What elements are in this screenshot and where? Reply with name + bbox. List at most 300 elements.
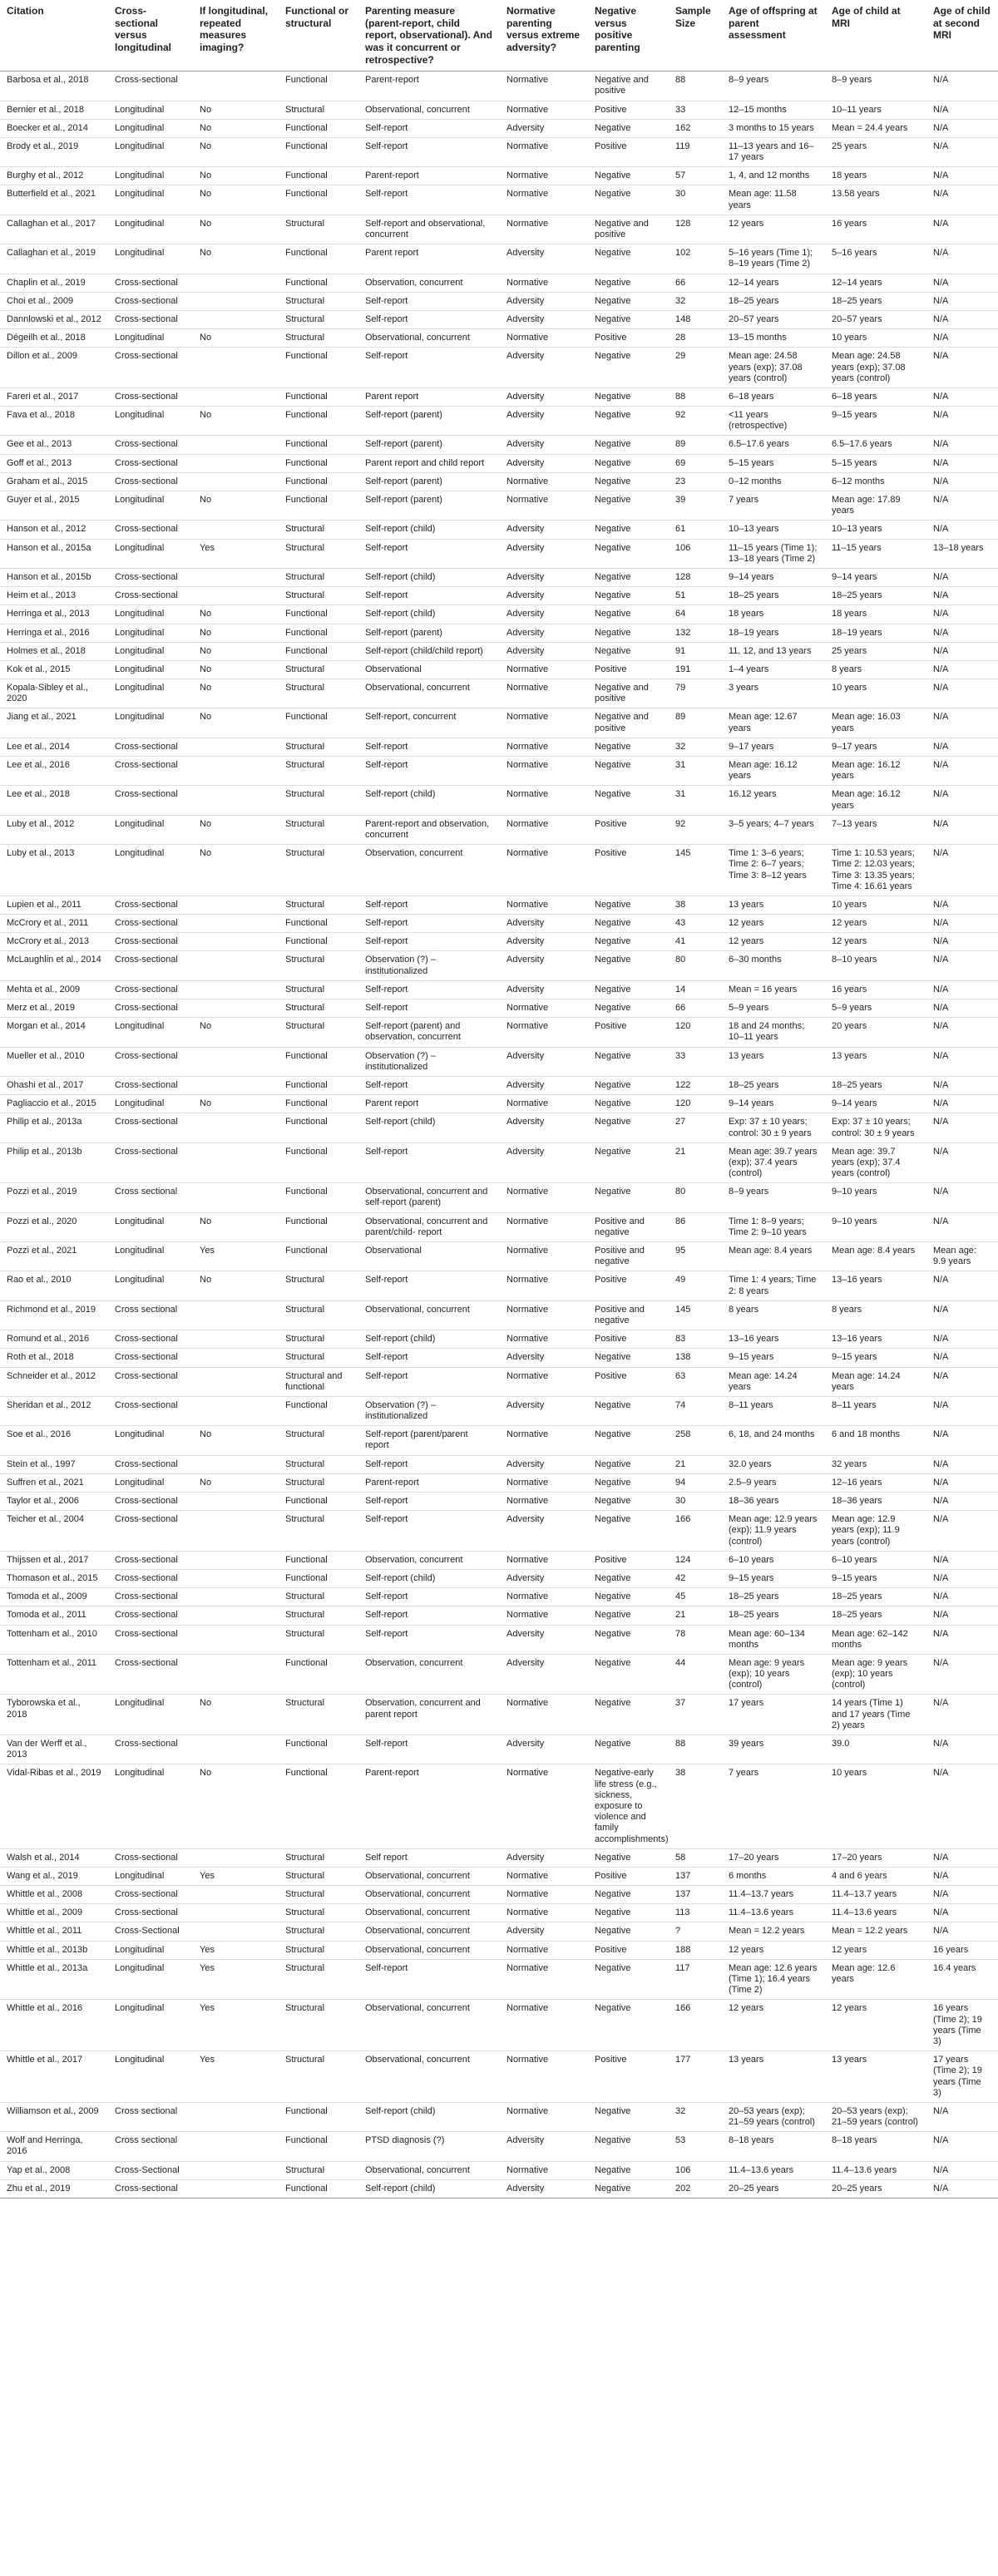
table-row	[0, 72, 998, 101]
table-cell: 5–15 years	[825, 454, 926, 472]
table-cell: Cross-sectional	[108, 1886, 193, 1904]
table-cell: Thomason et al., 2015	[0, 1569, 108, 1587]
table-cell: 11.4–13.7 years	[722, 1886, 825, 1904]
table-cell: 31	[669, 757, 722, 786]
table-cell: Parent-report and observation, concurrent	[358, 815, 500, 844]
table-cell: 39 years	[722, 1735, 825, 1764]
table-cell: 91	[669, 642, 722, 660]
table-cell: Self-report	[358, 1735, 500, 1764]
table-cell: Functional	[279, 454, 358, 472]
table-row	[0, 1396, 998, 1425]
table-cell: 25 years	[825, 642, 926, 660]
table-cell: Mean = 12.2 years	[722, 1922, 825, 1941]
table-row	[0, 2161, 998, 2179]
table-cell: Walsh et al., 2014	[0, 1848, 108, 1867]
table-cell: Callaghan et al., 2019	[0, 244, 108, 274]
table-cell: No	[193, 815, 279, 844]
table-cell: Normative	[500, 845, 588, 896]
table-cell: Whittle et al., 2008	[0, 1886, 108, 1904]
table-cell: 3 years	[722, 679, 825, 708]
table-cell: 6 months	[722, 1867, 825, 1885]
table-row	[0, 1018, 998, 1047]
table-cell: 8 years	[825, 660, 926, 679]
table-cell: Structural	[279, 1941, 358, 1959]
table-cell: 9–14 years	[825, 568, 926, 586]
table-cell: Cross-sectional	[108, 568, 193, 586]
table-cell: N/A	[926, 1426, 998, 1455]
table-cell: Functional	[279, 244, 358, 274]
table-cell: Lupien et al., 2011	[0, 896, 108, 914]
table-row	[0, 2000, 998, 2051]
table-cell: Tomoda et al., 2011	[0, 1606, 108, 1625]
table-cell: 21	[669, 1142, 722, 1183]
table-cell: 10–11 years	[825, 101, 926, 119]
table-cell: Adversity	[500, 1455, 588, 1473]
table-cell: Negative	[588, 521, 669, 539]
table-cell: Observational, concurrent	[358, 329, 500, 348]
table-cell: Observational	[358, 660, 500, 679]
table-cell: Negative	[588, 119, 669, 137]
table-cell: 13 years	[722, 1047, 825, 1076]
table-cell: Normative	[500, 72, 588, 101]
table-cell: 137	[669, 1886, 722, 1904]
table-cell: N/A	[926, 436, 998, 454]
table-cell: Negative	[588, 2000, 669, 2051]
table-cell: Philip et al., 2013a	[0, 1113, 108, 1142]
table-row	[0, 436, 998, 454]
table-cell: N/A	[926, 1735, 998, 1764]
table-cell: N/A	[926, 292, 998, 310]
table-cell: Normative	[500, 1588, 588, 1606]
table-cell: N/A	[926, 1606, 998, 1625]
table-cell: Cross-sectional	[108, 786, 193, 815]
table-cell: Self-report (child)	[358, 568, 500, 586]
table-cell: 119	[669, 137, 722, 166]
table-row	[0, 568, 998, 586]
table-cell: Barbosa et al., 2018	[0, 72, 108, 101]
table-cell: Whittle et al., 2013b	[0, 1941, 108, 1959]
table-cell: N/A	[926, 1271, 998, 1300]
table-cell: 18–25 years	[722, 587, 825, 605]
table-cell	[193, 1142, 279, 1183]
table-cell: Negative	[588, 2132, 669, 2161]
table-cell: 12–15 months	[722, 101, 825, 119]
table-cell: Yap et al., 2008	[0, 2161, 108, 2179]
table-cell: Mean age: 8.4 years	[722, 1242, 825, 1271]
table-cell: 9–17 years	[825, 738, 926, 756]
table-cell: Positive	[588, 1867, 669, 1885]
table-cell: Functional	[279, 915, 358, 933]
table-cell: Kok et al., 2015	[0, 660, 108, 679]
table-cell: Van der Werff et al., 2013	[0, 1735, 108, 1764]
table-cell: 66	[669, 274, 722, 292]
table-row	[0, 915, 998, 933]
table-cell: Positive	[588, 1018, 669, 1047]
table-cell: 89	[669, 708, 722, 738]
table-cell: 49	[669, 1271, 722, 1300]
table-cell: Structural	[279, 1922, 358, 1941]
table-cell: Negative	[588, 244, 669, 274]
table-cell: 51	[669, 587, 722, 605]
table-cell: Structural	[279, 587, 358, 605]
table-row	[0, 605, 998, 624]
table-cell: Adversity	[500, 642, 588, 660]
table-cell: Structural	[279, 1959, 358, 2000]
table-cell: Pozzi et al., 2019	[0, 1183, 108, 1212]
table-cell: Mean age: 16.12 years	[722, 757, 825, 786]
table-cell: Adversity	[500, 348, 588, 388]
table-cell: Mean age: 16.12 years	[825, 757, 926, 786]
table-cell: Structural	[279, 896, 358, 914]
table-cell: Teicher et al., 2004	[0, 1511, 108, 1552]
table-row	[0, 980, 998, 999]
table-cell: 20–57 years	[825, 310, 926, 328]
table-cell: 137	[669, 1867, 722, 1885]
table-cell: Adversity	[500, 2179, 588, 2198]
table-cell: Positive	[588, 1367, 669, 1396]
table-cell: 78	[669, 1625, 722, 1654]
table-cell: N/A	[926, 980, 998, 999]
table-cell: Functional	[279, 2179, 358, 2198]
table-cell: Cross-sectional	[108, 521, 193, 539]
table-cell: 9–10 years	[825, 1212, 926, 1241]
table-cell: Parent-report	[358, 1473, 500, 1492]
table-cell	[193, 72, 279, 101]
table-cell: Positive	[588, 1271, 669, 1300]
table-cell: N/A	[926, 101, 998, 119]
table-cell: 12 years	[722, 933, 825, 951]
table-cell: Negative	[588, 1426, 669, 1455]
table-cell: Structural	[279, 310, 358, 328]
table-row	[0, 2051, 998, 2103]
table-cell: Negative	[588, 1183, 669, 1212]
table-cell: Normative	[500, 137, 588, 166]
table-cell: Negative	[588, 436, 669, 454]
table-cell: N/A	[926, 407, 998, 436]
table-cell: 11–13 years and 16–17 years	[722, 137, 825, 166]
table-cell	[193, 1588, 279, 1606]
table-cell: 9–15 years	[825, 1569, 926, 1587]
table-cell: 32 years	[825, 1455, 926, 1473]
table-cell: N/A	[926, 1349, 998, 1367]
table-cell	[193, 1654, 279, 1695]
table-cell: Observation, concurrent	[358, 1654, 500, 1695]
table-cell: 12 years	[722, 915, 825, 933]
table-cell: N/A	[926, 491, 998, 521]
table-row	[0, 1569, 998, 1587]
table-cell: Negative	[588, 1455, 669, 1473]
table-cell: 9–14 years	[722, 568, 825, 586]
table-cell: 18–36 years	[722, 1493, 825, 1511]
table-cell: 89	[669, 436, 722, 454]
table-cell: Soe et al., 2016	[0, 1426, 108, 1455]
table-cell: 6–30 months	[722, 951, 825, 980]
table-cell: 6–18 years	[722, 387, 825, 406]
table-row	[0, 1922, 998, 1941]
table-cell: 166	[669, 2000, 722, 2051]
table-cell	[193, 1493, 279, 1511]
table-cell: 6–10 years	[722, 1551, 825, 1569]
table-cell: N/A	[926, 1095, 998, 1113]
table-cell: Tottenham et al., 2010	[0, 1625, 108, 1654]
table-cell: N/A	[926, 1695, 998, 1735]
table-cell: N/A	[926, 1493, 998, 1511]
table-cell: Cross-sectional	[108, 1588, 193, 1606]
table-cell: Adversity	[500, 1511, 588, 1552]
table-cell: 66	[669, 999, 722, 1018]
table-cell: Structural	[279, 660, 358, 679]
table-cell: Mean age: 12.9 years (exp); 11.9 years (control)	[825, 1511, 926, 1552]
table-cell: Longitudinal	[108, 2000, 193, 2051]
table-cell: Negative	[588, 1922, 669, 1941]
table-cell: Adversity	[500, 568, 588, 586]
table-cell: Longitudinal	[108, 1695, 193, 1735]
table-cell: Positive	[588, 329, 669, 348]
table-cell: N/A	[926, 1625, 998, 1654]
table-cell: Self-report (parent/parent report	[358, 1426, 500, 1455]
table-cell: 12 years	[722, 1941, 825, 1959]
table-cell: Negative	[588, 1654, 669, 1695]
table-cell: Longitudinal	[108, 679, 193, 708]
table-cell: N/A	[926, 1511, 998, 1552]
table-cell: 20 years	[825, 1018, 926, 1047]
table-cell: 37	[669, 1695, 722, 1735]
table-cell: Hanson et al., 2015a	[0, 539, 108, 568]
table-cell: Functional	[279, 1076, 358, 1094]
table-cell: 92	[669, 815, 722, 844]
table-cell: 30	[669, 185, 722, 215]
table-cell: Adversity	[500, 454, 588, 472]
table-row	[0, 1695, 998, 1735]
table-cell: N/A	[926, 708, 998, 738]
table-cell: Negative	[588, 1349, 669, 1367]
table-row	[0, 757, 998, 786]
table-cell: Adversity	[500, 1569, 588, 1587]
table-row	[0, 292, 998, 310]
table-cell: Adversity	[500, 1848, 588, 1867]
table-cell: Structural and functional	[279, 1367, 358, 1396]
table-cell: 12 years	[722, 2000, 825, 2051]
table-cell: Normative	[500, 660, 588, 679]
table-cell: Yes	[193, 1242, 279, 1271]
table-cell: N/A	[926, 2179, 998, 2198]
table-cell: N/A	[926, 757, 998, 786]
table-cell: No	[193, 845, 279, 896]
table-cell: Positive	[588, 1551, 669, 1569]
table-cell: Negative	[588, 407, 669, 436]
table-cell: Functional	[279, 1493, 358, 1511]
table-cell: Structural	[279, 1606, 358, 1625]
table-cell: 145	[669, 1300, 722, 1330]
table-row	[0, 1473, 998, 1492]
table-cell: Observational, concurrent	[358, 1886, 500, 1904]
table-cell: 6.5–17.6 years	[825, 436, 926, 454]
table-row	[0, 1886, 998, 1904]
column-header: Parenting measure (parent-report, child report, observational). And was it concurrent or retrospective?	[358, 0, 500, 72]
table-cell: Cross-Sectional	[108, 2161, 193, 2179]
table-cell: Negative	[588, 1959, 669, 2000]
table-cell: 9–14 years	[722, 1095, 825, 1113]
table-cell: Gee et al., 2013	[0, 436, 108, 454]
table-cell: N/A	[926, 1886, 998, 1904]
table-cell	[193, 436, 279, 454]
table-cell: 44	[669, 1654, 722, 1695]
table-cell: Cross-sectional	[108, 1904, 193, 1922]
table-cell	[193, 387, 279, 406]
table-cell: Self-report	[358, 185, 500, 215]
table-cell: Cross-sectional	[108, 915, 193, 933]
table-cell: 20–57 years	[722, 310, 825, 328]
table-cell: Negative	[588, 454, 669, 472]
table-row	[0, 1904, 998, 1922]
table-cell: Self-report (child)	[358, 1113, 500, 1142]
table-cell: Structural	[279, 1330, 358, 1349]
table-cell: Positive and negative	[588, 1300, 669, 1330]
table-cell: Adversity	[500, 521, 588, 539]
table-row	[0, 348, 998, 388]
table-cell: Observation, concurrent	[358, 274, 500, 292]
table-cell: Negative	[588, 1886, 669, 1904]
table-cell: Observational, concurrent	[358, 2161, 500, 2179]
table-cell: 7 years	[722, 491, 825, 521]
table-cell: Negative	[588, 1511, 669, 1552]
table-row	[0, 472, 998, 491]
table-cell: 6–10 years	[825, 1551, 926, 1569]
table-cell: Mean age: 39.7 years (exp); 37.4 years (control)	[722, 1142, 825, 1183]
table-cell: Functional	[279, 274, 358, 292]
table-cell	[193, 1904, 279, 1922]
table-body	[0, 72, 998, 2198]
column-header: Negative versus positive parenting	[588, 0, 669, 72]
table-cell: Adversity	[500, 244, 588, 274]
table-cell: Structural	[279, 1349, 358, 1367]
table-cell: N/A	[926, 951, 998, 980]
table-cell: Self-report	[358, 1349, 500, 1367]
table-cell: Structural	[279, 521, 358, 539]
table-cell: Structural	[279, 2161, 358, 2179]
table-cell: 11–15 years	[825, 539, 926, 568]
table-row	[0, 1764, 998, 1848]
table-cell: Cross-sectional	[108, 472, 193, 491]
table-cell: Normative	[500, 1764, 588, 1848]
table-cell: 11, 12, and 13 years	[722, 642, 825, 660]
table-cell: Normative	[500, 1695, 588, 1735]
table-cell	[193, 1606, 279, 1625]
table-cell: 106	[669, 2161, 722, 2179]
table-cell: N/A	[926, 2102, 998, 2131]
table-cell: Negative	[588, 185, 669, 215]
table-cell: Bernier et al., 2018	[0, 101, 108, 119]
table-cell: 1–4 years	[722, 660, 825, 679]
table-row	[0, 660, 998, 679]
table-row	[0, 1941, 998, 1959]
table-cell: 120	[669, 1018, 722, 1047]
table-cell	[193, 1367, 279, 1396]
table-cell: N/A	[926, 387, 998, 406]
table-cell: Negative	[588, 1904, 669, 1922]
table-cell: Normative	[500, 815, 588, 844]
table-cell: 166	[669, 1511, 722, 1552]
table-row	[0, 933, 998, 951]
table-cell: Negative and positive	[588, 72, 669, 101]
table-cell	[193, 933, 279, 951]
table-cell	[193, 1455, 279, 1473]
table-cell: Mean age: 12.6 years	[825, 1959, 926, 2000]
table-cell	[193, 1551, 279, 1569]
table-cell: Zhu et al., 2019	[0, 2179, 108, 2198]
table-cell: 79	[669, 679, 722, 708]
table-cell: Kopala-Sibley et al., 2020	[0, 679, 108, 708]
table-cell: Structural	[279, 1904, 358, 1922]
table-cell: Choi et al., 2009	[0, 292, 108, 310]
table-cell: N/A	[926, 1330, 998, 1349]
table-row	[0, 274, 998, 292]
table-cell: Structural	[279, 757, 358, 786]
table-cell	[193, 2102, 279, 2131]
table-cell: Merz et al., 2019	[0, 999, 108, 1018]
table-cell: No	[193, 1426, 279, 1455]
table-cell: Adversity	[500, 1625, 588, 1654]
table-row	[0, 1330, 998, 1349]
table-cell: Functional	[279, 1095, 358, 1113]
table-cell: Self-report (parent)	[358, 624, 500, 642]
table-cell: Normative	[500, 786, 588, 815]
table-row	[0, 951, 998, 980]
table-cell	[193, 274, 279, 292]
table-cell: 18–25 years	[825, 1076, 926, 1094]
table-cell: Self-report	[358, 1606, 500, 1625]
table-cell: Negative	[588, 738, 669, 756]
table-cell: Functional	[279, 2102, 358, 2131]
table-cell: 13 years	[825, 1047, 926, 1076]
table-cell: Normative	[500, 1271, 588, 1300]
table-cell: N/A	[926, 1142, 998, 1183]
table-cell: Observational, concurrent	[358, 2000, 500, 2051]
table-row	[0, 2132, 998, 2161]
table-cell: 5–9 years	[722, 999, 825, 1018]
table-cell: Normative	[500, 1886, 588, 1904]
table-cell: 64	[669, 605, 722, 624]
table-cell: 63	[669, 1367, 722, 1396]
table-row	[0, 1076, 998, 1094]
table-cell: Structural	[279, 1695, 358, 1735]
table-cell: Exp: 37 ± 10 years; control: 30 ± 9 years	[722, 1113, 825, 1142]
table-cell: Taylor et al., 2006	[0, 1493, 108, 1511]
table-cell	[193, 1922, 279, 1941]
table-cell: Cross-sectional	[108, 1142, 193, 1183]
column-header: Cross-sectional versus longitudinal	[108, 0, 193, 72]
table-cell: Time 1: 3–6 years; Time 2: 6–7 years; Time 3: 8–12 years	[722, 845, 825, 896]
table-cell: Structural	[279, 1271, 358, 1300]
table-cell: Self-report	[358, 896, 500, 914]
table-cell: Longitudinal	[108, 605, 193, 624]
table-cell: Cross-sectional	[108, 1076, 193, 1094]
table-cell: Adversity	[500, 933, 588, 951]
table-cell: Brody et al., 2019	[0, 137, 108, 166]
table-row	[0, 185, 998, 215]
table-cell: Mean age: 24.58 years (exp); 37.08 years (control)	[722, 348, 825, 388]
table-cell	[193, 2179, 279, 2198]
table-cell: Negative	[588, 1695, 669, 1735]
table-cell	[193, 454, 279, 472]
table-cell: Normative	[500, 1367, 588, 1396]
table-cell	[193, 1300, 279, 1330]
table-row	[0, 1300, 998, 1330]
table-cell	[193, 951, 279, 980]
table-cell: Mean age: 11.58 years	[722, 185, 825, 215]
table-cell: 8–9 years	[722, 72, 825, 101]
table-cell	[193, 999, 279, 1018]
